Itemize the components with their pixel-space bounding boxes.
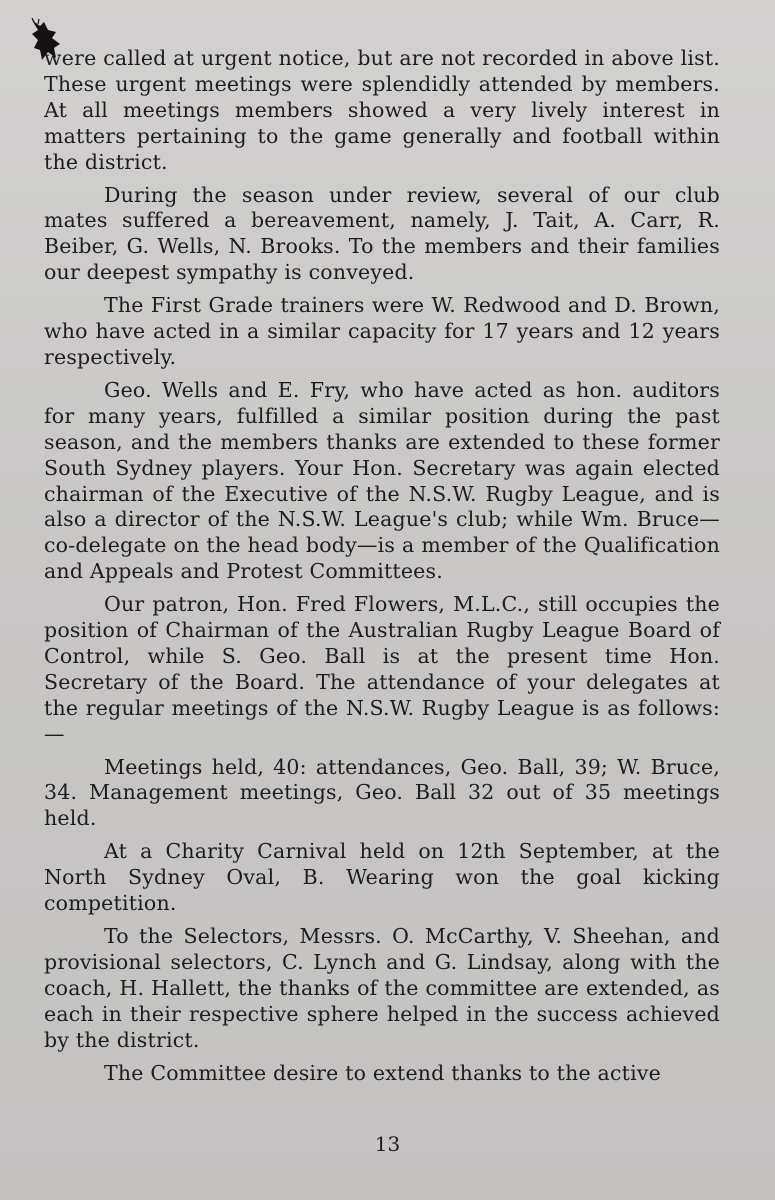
paragraph-urgent-meetings: were called at urgent notice, but are not recorded in above list. These urgent meetings were splendidly attended by members. At all meetings members showed a very lively interest in matters pertaining to the game generally and football within the district. bbox=[44, 46, 720, 174]
body-text bbox=[44, 46, 720, 1093]
page-number: 13 bbox=[374, 1132, 401, 1156]
paragraph-trainers: The First Grade trainers were W. Redwood and D. Brown, who have acted in a similar capacity for 17 years and 12 years respectively. bbox=[44, 293, 720, 369]
paragraph-meeting-attendance: Meetings held, 40: attendances, Geo. Ball, 39; W. Bruce, 34. Management meetings, Geo. Ball 32 out of 35 meetings held. bbox=[44, 754, 720, 831]
paragraph-patron: Our patron, Hon. Fred Flowers, M.L.C., still occupies the position of Chairman of the Australian Rugby League Board of Control, while S. Geo. Ball is at the present time Hon. Secretary of the Board. The attendance of your delegates at the regular meetings of the N.S.W. Rugby League is as follows:— bbox=[44, 592, 720, 746]
paragraph-selectors: To the Selectors, Messrs. O. McCarthy, V. Sheehan, and provisional selectors, C. Lynch and G. Lindsay, along with the coach, H. Hallett, the thanks of the committee are extended, as each in their respective sphere helped in the success achieved by the district. bbox=[44, 924, 720, 1052]
paragraph-charity-carnival: At a Charity Carnival held on 12th September, at the North Sydney Oval, B. Wearing won the goal kicking competition. bbox=[44, 839, 720, 916]
paragraph-auditors: Geo. Wells and E. Fry, who have acted as hon. auditors for many years, fulfilled a similar position during the past season, and the members thanks are extended to these former South Sydney players. Your Hon. Secretary was again elected chairman of the Executive of the N.S.W. Rugby League, and is also a director of the N.S.W. League's club; while Wm. Bruce—co-delegate on the head body—is a member of the Qualification and Appeals and Protest Committees. bbox=[44, 377, 720, 584]
paragraph-bereavement: During the season under review, several of our club mates suffered a bereavement, namely, J. Tait, A. Carr, R. Beiber, G. Wells, N. Brooks. To the members and their families our deepest sympathy is conveyed. bbox=[44, 182, 720, 285]
paragraph-committee-thanks: The Committee desire to extend thanks to the active bbox=[104, 1060, 661, 1085]
